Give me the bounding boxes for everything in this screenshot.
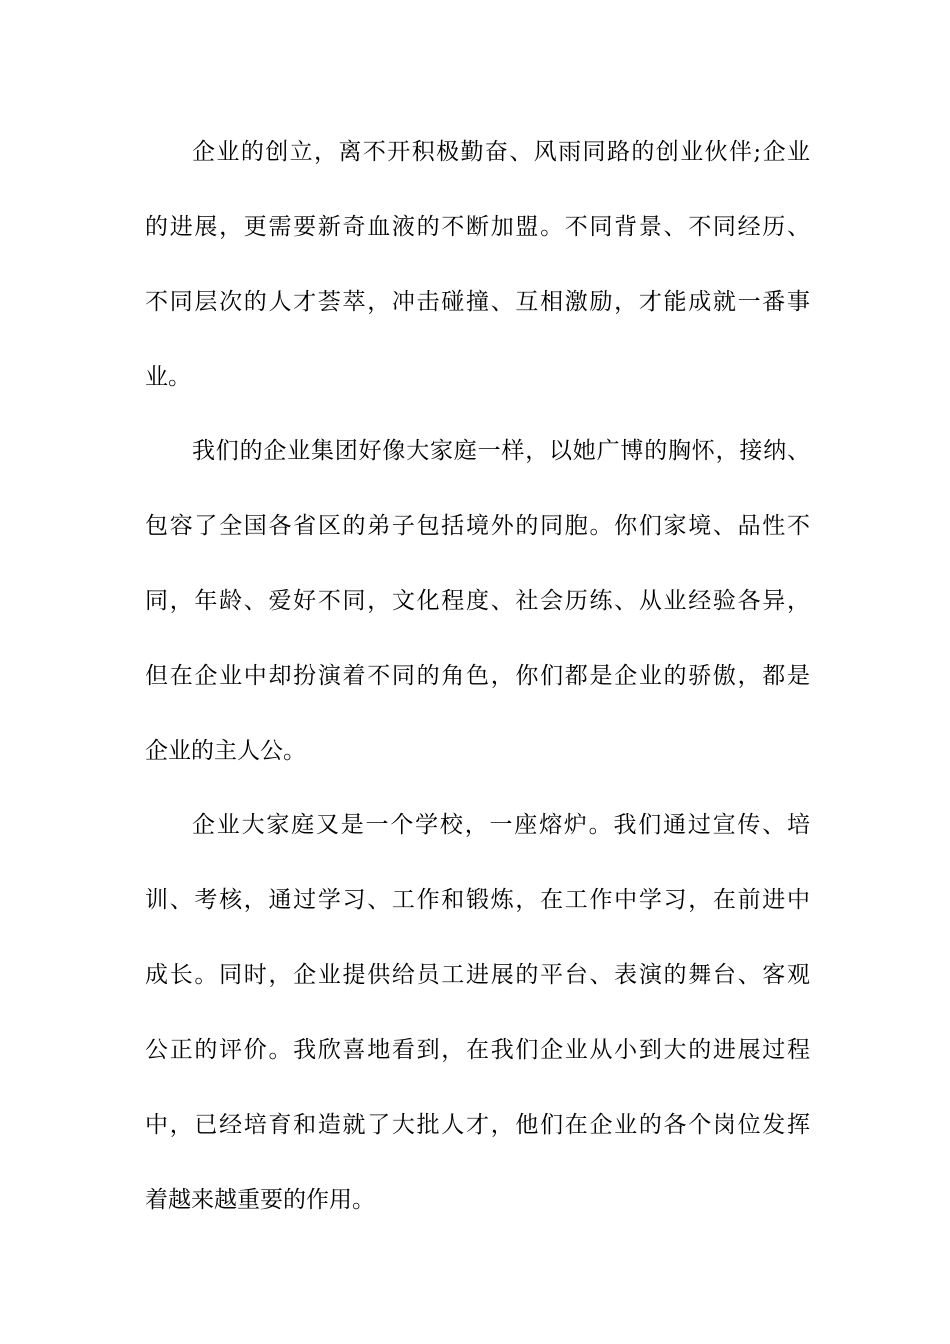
paragraph-line: 企业的主人公。 bbox=[145, 738, 306, 764]
paragraph-line: 公正的评价。我欣喜地看到，在我们企业从小到大的进展过程 bbox=[145, 1037, 810, 1063]
paragraph-line: 同，年龄、爱好不同，文化程度、社会历练、从业经验各异， bbox=[145, 588, 810, 614]
paragraph-line: 包容了全国各省区的弟子包括境外的同胞。你们家境、品性不 bbox=[145, 513, 810, 539]
paragraph-line: 的进展，更需要新奇血液的不断加盟。不同背景、不同经历、 bbox=[145, 214, 810, 240]
paragraph-3 bbox=[145, 788, 810, 1238]
paragraph-2 bbox=[145, 414, 810, 789]
paragraph-line: 中，已经培育和造就了大批人才，他们在企业的各个岗位发挥 bbox=[145, 1112, 810, 1138]
paragraph-line: 不同层次的人才荟萃，冲击碰撞、互相激励，才能成就一番事 bbox=[145, 289, 810, 315]
paragraph-line: 但在企业中却扮演着不同的角色，你们都是企业的骄傲，都是 bbox=[145, 663, 810, 689]
paragraph-line: 企业大家庭又是一个学校，一座熔炉。我们通过宣传、培 bbox=[192, 812, 810, 838]
paragraph-line: 着越来越重要的作用。 bbox=[145, 1187, 375, 1213]
paragraph-line: 企业的创立，离不开积极勤奋、风雨同路的创业伙伴;企业 bbox=[192, 139, 810, 165]
paragraph-1 bbox=[145, 115, 810, 415]
paragraph-line: 我们的企业集团好像大家庭一样，以她广博的胸怀，接纳、 bbox=[192, 438, 810, 464]
paragraph-line: 成长。同时，企业提供给员工进展的平台、表演的舞台、客观 bbox=[145, 962, 810, 988]
paragraph-line: 业。 bbox=[145, 364, 191, 390]
paragraph-line: 训、考核，通过学习、工作和锻炼，在工作中学习，在前进中 bbox=[145, 887, 810, 913]
